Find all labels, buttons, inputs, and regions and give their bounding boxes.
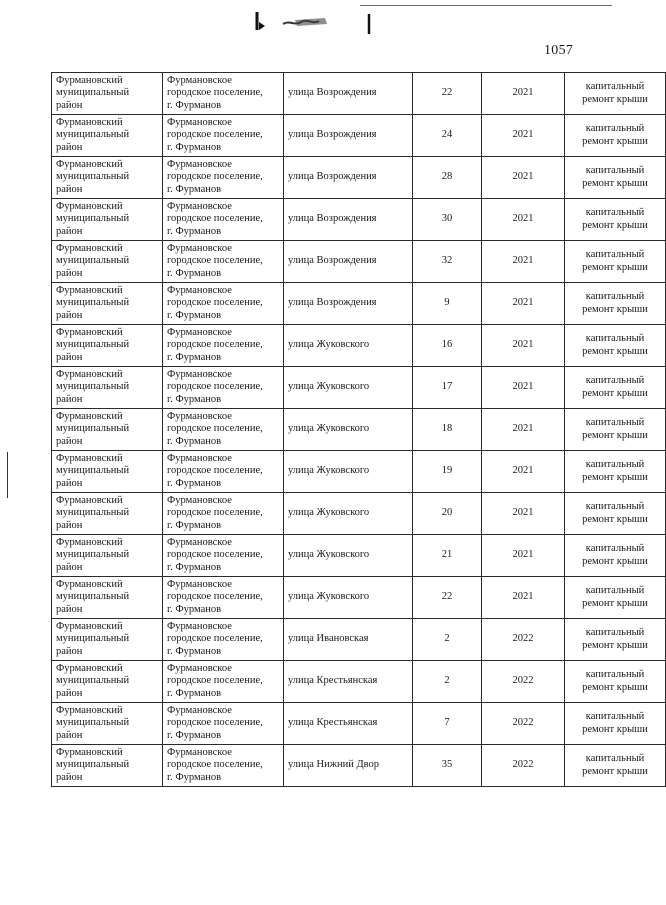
district-line-1: Фурмановский (56, 452, 123, 464)
street-cell: улица Возрождения (284, 73, 413, 115)
settlement-cell (163, 199, 284, 241)
district-line-3: район (56, 225, 83, 237)
settlement-line-2: городское поселение, (167, 423, 263, 435)
settlement-line-2: городское поселение, (167, 717, 263, 729)
settlement-cell (163, 283, 284, 325)
district-line-1: Фурмановский (56, 662, 123, 674)
year-cell: 2021 (482, 535, 565, 577)
district-cell (52, 73, 163, 115)
year-cell: 2021 (482, 157, 565, 199)
table-row (52, 451, 666, 493)
table-row (52, 283, 666, 325)
settlement-line-1: Фурмановское (167, 368, 232, 380)
district-cell (52, 745, 163, 787)
table-row (52, 745, 666, 787)
district-line-3: район (56, 183, 83, 195)
settlement-cell (163, 157, 284, 199)
house-number-cell: 17 (413, 367, 482, 409)
house-number-cell: 28 (413, 157, 482, 199)
work-line-2: ремонт крыши (582, 261, 648, 273)
settlement-line-3: г. Фурманов (167, 351, 222, 363)
settlement-cell (163, 73, 284, 115)
work-type-cell (565, 409, 666, 451)
settlement-cell (163, 451, 284, 493)
street-cell: улица Жуковского (284, 325, 413, 367)
district-cell (52, 367, 163, 409)
work-line-2: ремонт крыши (582, 555, 648, 567)
district-line-3: район (56, 393, 83, 405)
settlement-line-2: городское поселение, (167, 87, 263, 99)
settlement-line-2: городское поселение, (167, 633, 263, 645)
work-line-2: ремонт крыши (582, 513, 648, 525)
district-line-2: муниципальный (56, 129, 130, 141)
settlement-line-1: Фурмановское (167, 326, 232, 338)
settlement-line-1: Фурмановское (167, 242, 232, 254)
work-line-2: ремонт крыши (582, 387, 648, 399)
settlement-cell (163, 115, 284, 157)
district-cell (52, 283, 163, 325)
table-row (52, 325, 666, 367)
street-cell: улица Возрождения (284, 241, 413, 283)
work-line-1: капитальный (585, 249, 645, 260)
table-row (52, 157, 666, 199)
street-cell: улица Крестьянская (284, 703, 413, 745)
district-line-2: муниципальный (56, 465, 130, 477)
work-line-1: капитальный (585, 123, 645, 134)
work-line-2: ремонт крыши (582, 303, 648, 315)
district-line-2: муниципальный (56, 759, 130, 771)
district-line-2: муниципальный (56, 213, 130, 225)
work-line-2: ремонт крыши (582, 681, 648, 693)
settlement-cell (163, 241, 284, 283)
district-line-3: район (56, 141, 83, 153)
settlement-line-3: г. Фурманов (167, 225, 222, 237)
district-line-1: Фурмановский (56, 326, 123, 338)
district-line-2: муниципальный (56, 549, 130, 561)
settlement-line-1: Фурмановское (167, 578, 232, 590)
house-number-cell: 22 (413, 577, 482, 619)
house-number-cell: 20 (413, 493, 482, 535)
district-line-1: Фурмановский (56, 368, 123, 380)
work-type-cell (565, 703, 666, 745)
table-row (52, 661, 666, 703)
settlement-line-2: городское поселение, (167, 171, 263, 183)
district-line-3: район (56, 687, 83, 699)
work-type-cell (565, 115, 666, 157)
settlement-cell (163, 661, 284, 703)
settlement-line-1: Фурмановское (167, 704, 232, 716)
district-cell (52, 409, 163, 451)
district-line-3: район (56, 351, 83, 363)
year-cell: 2021 (482, 199, 565, 241)
table-row (52, 73, 666, 115)
settlement-line-3: г. Фурманов (167, 309, 222, 321)
district-line-3: район (56, 603, 83, 615)
work-type-cell (565, 535, 666, 577)
district-cell (52, 157, 163, 199)
work-type-cell (565, 451, 666, 493)
work-line-2: ремонт крыши (582, 219, 648, 231)
district-line-1: Фурмановский (56, 74, 123, 86)
work-line-2: ремонт крыши (582, 93, 648, 105)
settlement-line-3: г. Фурманов (167, 393, 222, 405)
year-cell: 2022 (482, 703, 565, 745)
settlement-line-2: городское поселение, (167, 507, 263, 519)
work-line-2: ремонт крыши (582, 723, 648, 735)
work-line-1: капитальный (585, 459, 645, 470)
district-cell (52, 619, 163, 661)
settlement-line-3: г. Фурманов (167, 477, 222, 489)
table-row (52, 115, 666, 157)
house-number-cell: 21 (413, 535, 482, 577)
settlement-cell (163, 745, 284, 787)
district-line-2: муниципальный (56, 255, 130, 267)
work-line-2: ремонт крыши (582, 345, 648, 357)
house-number-cell: 19 (413, 451, 482, 493)
street-cell: улица Возрождения (284, 115, 413, 157)
work-line-1: капитальный (585, 753, 645, 764)
settlement-line-3: г. Фурманов (167, 771, 222, 783)
year-cell: 2021 (482, 451, 565, 493)
settlement-cell (163, 703, 284, 745)
house-number-cell: 22 (413, 73, 482, 115)
district-line-1: Фурмановский (56, 200, 123, 212)
work-type-cell (565, 199, 666, 241)
table-row (52, 703, 666, 745)
district-line-3: район (56, 477, 83, 489)
scan-top-line (360, 5, 612, 6)
district-line-3: район (56, 771, 83, 783)
district-line-3: район (56, 435, 83, 447)
year-cell: 2021 (482, 367, 565, 409)
district-cell (52, 325, 163, 367)
table-row (52, 619, 666, 661)
settlement-line-2: городское поселение, (167, 255, 263, 267)
district-cell (52, 451, 163, 493)
district-cell (52, 199, 163, 241)
district-line-2: муниципальный (56, 171, 130, 183)
house-number-cell: 2 (413, 661, 482, 703)
district-line-1: Фурмановский (56, 578, 123, 590)
settlement-cell (163, 619, 284, 661)
year-cell: 2021 (482, 283, 565, 325)
settlement-line-1: Фурмановское (167, 536, 232, 548)
district-line-2: муниципальный (56, 297, 130, 309)
house-number-cell: 32 (413, 241, 482, 283)
district-line-3: район (56, 99, 83, 111)
work-line-2: ремонт крыши (582, 135, 648, 147)
work-type-cell (565, 367, 666, 409)
year-cell: 2021 (482, 577, 565, 619)
street-cell: улица Жуковского (284, 451, 413, 493)
settlement-cell (163, 409, 284, 451)
street-cell: улица Жуковского (284, 367, 413, 409)
work-line-1: капитальный (585, 669, 645, 680)
settlement-line-1: Фурмановское (167, 620, 232, 632)
street-cell: улица Жуковского (284, 535, 413, 577)
house-number-cell: 18 (413, 409, 482, 451)
scan-side-mark (7, 452, 8, 498)
settlement-line-2: городское поселение, (167, 465, 263, 477)
settlement-line-1: Фурмановское (167, 452, 232, 464)
settlement-line-3: г. Фурманов (167, 99, 222, 111)
district-line-3: район (56, 645, 83, 657)
district-line-2: муниципальный (56, 339, 130, 351)
settlement-line-1: Фурмановское (167, 158, 232, 170)
year-cell: 2021 (482, 241, 565, 283)
work-line-1: капитальный (585, 417, 645, 428)
scan-artifact-mark (255, 8, 375, 38)
district-line-2: муниципальный (56, 381, 130, 393)
street-cell: улица Ивановская (284, 619, 413, 661)
work-line-1: капитальный (585, 333, 645, 344)
work-type-cell (565, 241, 666, 283)
district-cell (52, 703, 163, 745)
settlement-line-1: Фурмановское (167, 200, 232, 212)
work-line-2: ремонт крыши (582, 429, 648, 441)
district-line-1: Фурмановский (56, 746, 123, 758)
year-cell: 2022 (482, 619, 565, 661)
house-number-cell: 30 (413, 199, 482, 241)
district-line-1: Фурмановский (56, 284, 123, 296)
settlement-line-3: г. Фурманов (167, 267, 222, 279)
district-cell (52, 241, 163, 283)
settlement-line-3: г. Фурманов (167, 435, 222, 447)
district-line-1: Фурмановский (56, 410, 123, 422)
settlement-line-3: г. Фурманов (167, 645, 222, 657)
district-line-1: Фурмановский (56, 242, 123, 254)
street-cell: улица Возрождения (284, 283, 413, 325)
work-line-2: ремонт крыши (582, 177, 648, 189)
table-body (52, 73, 666, 787)
street-cell: улица Возрождения (284, 199, 413, 241)
settlement-cell (163, 325, 284, 367)
house-number-cell: 16 (413, 325, 482, 367)
settlement-line-1: Фурмановское (167, 74, 232, 86)
work-line-2: ремонт крыши (582, 639, 648, 651)
year-cell: 2021 (482, 409, 565, 451)
district-cell (52, 577, 163, 619)
work-line-1: капитальный (585, 711, 645, 722)
house-number-cell: 35 (413, 745, 482, 787)
district-cell (52, 661, 163, 703)
table-row (52, 199, 666, 241)
work-line-1: капитальный (585, 585, 645, 596)
district-line-1: Фурмановский (56, 536, 123, 548)
table-row (52, 367, 666, 409)
district-line-1: Фурмановский (56, 158, 123, 170)
work-line-2: ремонт крыши (582, 471, 648, 483)
table-row (52, 493, 666, 535)
settlement-cell (163, 577, 284, 619)
district-line-2: муниципальный (56, 675, 130, 687)
table-row (52, 577, 666, 619)
work-line-2: ремонт крыши (582, 765, 648, 777)
street-cell: улица Возрождения (284, 157, 413, 199)
settlement-line-2: городское поселение, (167, 297, 263, 309)
settlement-line-3: г. Фурманов (167, 519, 222, 531)
district-cell (52, 115, 163, 157)
district-line-2: муниципальный (56, 87, 130, 99)
settlement-line-2: городское поселение, (167, 759, 263, 771)
settlement-line-2: городское поселение, (167, 381, 263, 393)
street-cell: улица Жуковского (284, 409, 413, 451)
house-number-cell: 9 (413, 283, 482, 325)
work-type-cell (565, 493, 666, 535)
settlement-line-3: г. Фурманов (167, 603, 222, 615)
page-number: 1057 (544, 43, 574, 58)
district-line-2: муниципальный (56, 717, 130, 729)
district-line-2: муниципальный (56, 633, 130, 645)
district-line-3: район (56, 729, 83, 741)
district-line-1: Фурмановский (56, 116, 123, 128)
table-row (52, 535, 666, 577)
year-cell: 2021 (482, 493, 565, 535)
settlement-line-3: г. Фурманов (167, 141, 222, 153)
work-line-1: капитальный (585, 291, 645, 302)
work-type-cell (565, 325, 666, 367)
work-type-cell (565, 661, 666, 703)
district-line-1: Фурмановский (56, 620, 123, 632)
settlement-line-1: Фурмановское (167, 410, 232, 422)
district-line-2: муниципальный (56, 423, 130, 435)
work-type-cell (565, 577, 666, 619)
settlement-line-2: городское поселение, (167, 549, 263, 561)
year-cell: 2021 (482, 115, 565, 157)
work-type-cell (565, 745, 666, 787)
house-number-cell: 7 (413, 703, 482, 745)
work-type-cell (565, 619, 666, 661)
year-cell: 2022 (482, 745, 565, 787)
district-cell (52, 493, 163, 535)
settlement-line-1: Фурмановское (167, 284, 232, 296)
settlement-line-2: городское поселение, (167, 213, 263, 225)
settlement-line-2: городское поселение, (167, 675, 263, 687)
settlement-line-2: городское поселение, (167, 129, 263, 141)
work-line-1: капитальный (585, 207, 645, 218)
settlement-cell (163, 493, 284, 535)
work-line-1: капитальный (585, 627, 645, 638)
street-cell: улица Крестьянская (284, 661, 413, 703)
settlement-cell (163, 535, 284, 577)
work-line-1: капитальный (585, 81, 645, 92)
street-cell: улица Жуковского (284, 577, 413, 619)
work-line-1: капитальный (585, 375, 645, 386)
settlement-line-1: Фурмановское (167, 746, 232, 758)
year-cell: 2021 (482, 325, 565, 367)
district-line-1: Фурмановский (56, 704, 123, 716)
settlement-cell (163, 367, 284, 409)
district-line-3: район (56, 561, 83, 573)
settlement-line-2: городское поселение, (167, 339, 263, 351)
work-line-2: ремонт крыши (582, 597, 648, 609)
district-cell (52, 535, 163, 577)
settlement-line-1: Фурмановское (167, 662, 232, 674)
year-cell: 2021 (482, 73, 565, 115)
district-line-1: Фурмановский (56, 494, 123, 506)
work-line-1: капитальный (585, 501, 645, 512)
settlement-line-3: г. Фурманов (167, 183, 222, 195)
settlement-line-2: городское поселение, (167, 591, 263, 603)
table-row (52, 409, 666, 451)
street-cell: улица Жуковского (284, 493, 413, 535)
work-type-cell (565, 73, 666, 115)
work-type-cell (565, 283, 666, 325)
year-cell: 2022 (482, 661, 565, 703)
district-line-3: район (56, 519, 83, 531)
house-number-cell: 2 (413, 619, 482, 661)
district-line-2: муниципальный (56, 591, 130, 603)
settlement-line-1: Фурмановское (167, 494, 232, 506)
housing-register-table (51, 72, 666, 787)
table-row (52, 241, 666, 283)
settlement-line-3: г. Фурманов (167, 561, 222, 573)
work-type-cell (565, 157, 666, 199)
district-line-2: муниципальный (56, 507, 130, 519)
district-line-3: район (56, 267, 83, 279)
house-number-cell: 24 (413, 115, 482, 157)
work-line-1: капитальный (585, 165, 645, 176)
work-line-1: капитальный (585, 543, 645, 554)
street-cell: улица Нижний Двор (284, 745, 413, 787)
settlement-line-3: г. Фурманов (167, 729, 222, 741)
settlement-line-1: Фурмановское (167, 116, 232, 128)
district-line-3: район (56, 309, 83, 321)
settlement-line-3: г. Фурманов (167, 687, 222, 699)
